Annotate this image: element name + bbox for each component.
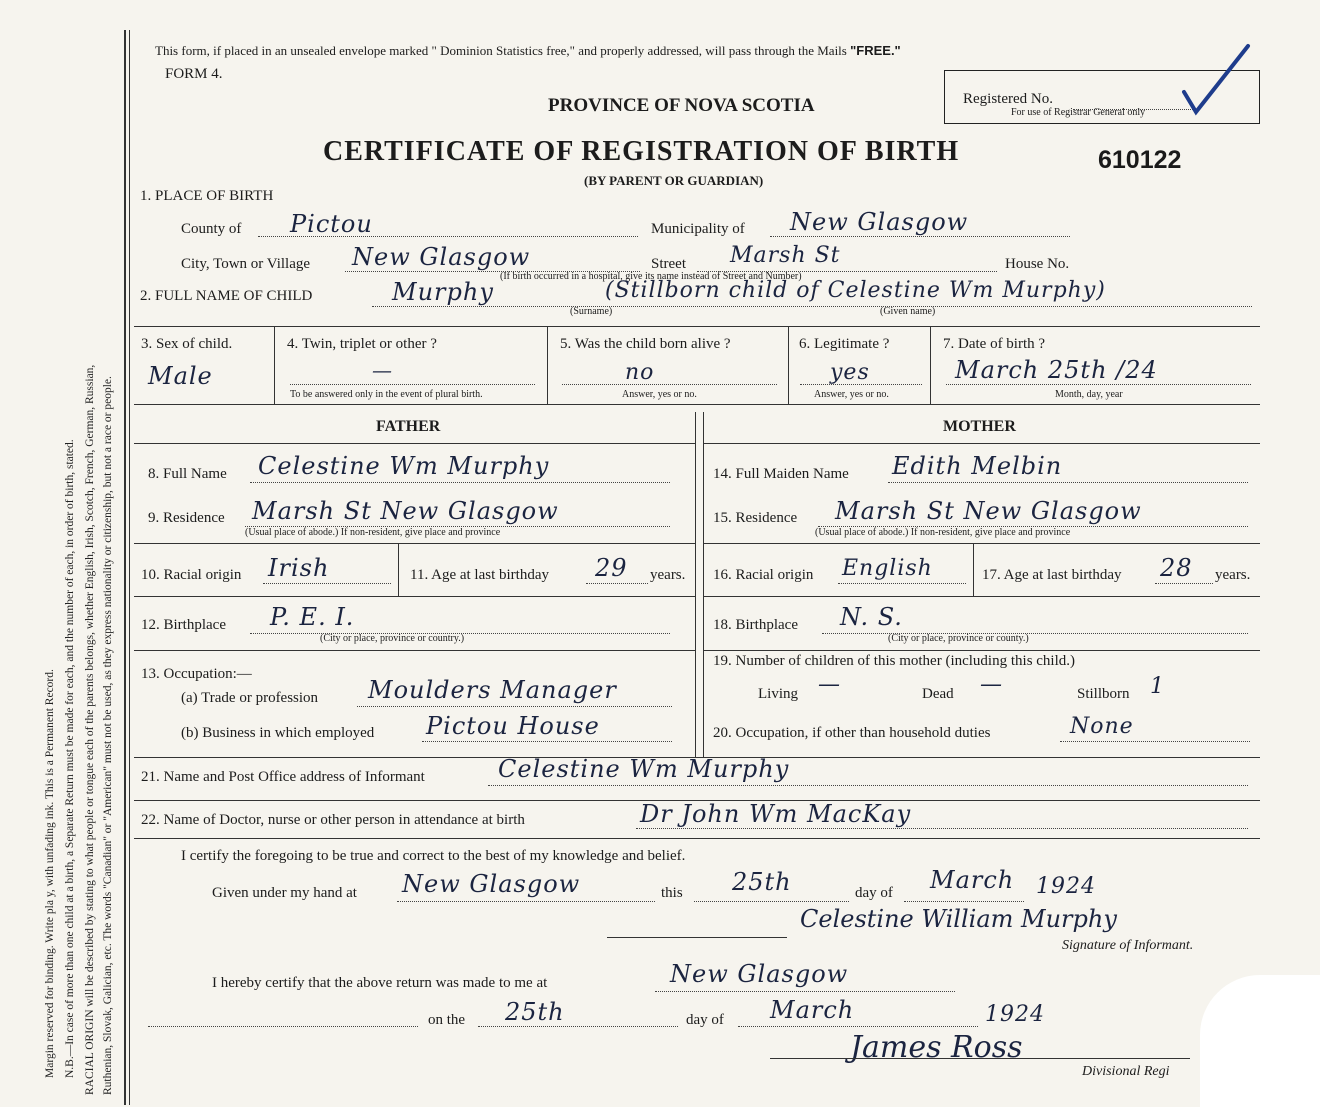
mother-birthplace-label: 18. Birthplace <box>713 617 798 633</box>
stillborn-value: 1 <box>1150 674 1165 699</box>
municipality-label: Municipality of <box>651 221 745 237</box>
informant-value: Celestine Wm Murphy <box>498 755 790 783</box>
given-place-value: New Glasgow <box>402 870 581 898</box>
mother-residence-label: 15. Residence <box>713 510 798 526</box>
dead-value: — <box>980 672 1003 697</box>
father-birthplace-note: (City or place, province or country.) <box>320 633 465 644</box>
plural-birth-note: N.B.—In case of more than one child at a birth, a Separate Return must be made for each, and the number of each, in order of birth, stated. <box>64 439 76 1078</box>
legitimate-label: 6. Legitimate ? <box>799 336 890 352</box>
hospital-note: (If birth occurred in a hospital, give its name instead of Street and Number) <box>500 271 802 282</box>
racial-origin-note-2: Ruthenian, Slovak, Galician, etc. The words "Canadian" or "American" must not be used, as they express nationality or citizenship, but not a race or people. <box>102 376 114 1095</box>
province-heading: PROVINCE OF NOVA SCOTIA <box>548 95 815 116</box>
county-value: Pictou <box>290 210 373 238</box>
born-alive-label: 5. Was the child born alive ? <box>560 336 731 352</box>
father-racial-origin-label: 10. Racial origin <box>141 567 242 583</box>
occupation-label: 13. Occupation:— <box>141 666 252 682</box>
racial-origin-note: RACIAL ORIGIN will be described by stating to what people or tongue each of the parents belongs, whether English, Irish, Scotch, French, German, Russian, <box>84 364 96 1095</box>
given-under-label: Given under my hand at <box>212 885 357 901</box>
given-day-value: 25th <box>732 868 792 896</box>
surname-caption: (Surname) <box>570 306 613 317</box>
mother-residence-note: (Usual place of abode.) If non-resident, give place and province <box>815 527 1071 538</box>
form-number: FORM 4. <box>165 66 223 82</box>
document-title: CERTIFICATE OF REGISTRATION OF BIRTH <box>323 136 960 167</box>
father-birthplace-value: P. E. I. <box>270 603 355 631</box>
sex-label: 3. Sex of child. <box>141 336 233 352</box>
registrar-month-value: March <box>770 996 855 1024</box>
margin-rule <box>124 30 126 1105</box>
place-of-birth-label: 1. PLACE OF BIRTH <box>140 188 274 204</box>
living-value: — <box>818 672 841 697</box>
child-surname: Murphy <box>392 278 494 306</box>
mother-racial-origin-value: English <box>842 556 933 581</box>
informant-label: 21. Name and Post Office address of Informant <box>141 769 425 785</box>
registrar-day-of-label: day of <box>686 1012 724 1028</box>
registrar-year-value: 1924 <box>985 1002 1045 1027</box>
legitimate-note: Answer, yes or no. <box>814 389 889 400</box>
margin-rule-inner <box>129 30 130 1105</box>
mail-notice: This form, if placed in an unsealed envelope marked " Dominion Statistics free," and properly addressed, will pass through the Mails "FREE." <box>155 43 901 58</box>
certificate-number: 610122 <box>1098 146 1182 174</box>
certify-statement: I certify the foregoing to be true and correct to the best of my knowledge and belief. <box>181 848 686 864</box>
father-name-value: Celestine Wm Murphy <box>258 452 550 480</box>
father-residence-value: Marsh St New Glasgow <box>252 497 559 525</box>
registered-label: Registered No. <box>963 91 1053 107</box>
father-heading: FATHER <box>376 418 441 435</box>
mother-occupation-value: None <box>1070 714 1134 739</box>
child-given-name: (Stillborn child of Celestine Wm Murphy) <box>605 278 1106 303</box>
registrar-signature: James Ross <box>850 1030 1023 1065</box>
legitimate-value: yes <box>830 360 870 385</box>
children-count-label: 19. Number of children of this mother (including this child.) <box>713 653 1076 669</box>
this-label: this <box>661 885 683 901</box>
mother-years-label: years. <box>1215 567 1251 583</box>
father-age-label: 11. Age at last birthday <box>410 567 549 583</box>
registrar-statement: I hereby certify that the above return was made to me at <box>212 975 548 991</box>
father-years-label: years. <box>650 567 686 583</box>
registrar-place-value: New Glasgow <box>670 960 849 988</box>
margin-note: Margin reserved for binding. Write pla y, with unfading ink. This is a Permanent Record. <box>44 669 56 1078</box>
registrar-note: For use of Registrar General only <box>1011 107 1146 118</box>
living-label: Living <box>758 686 798 702</box>
registrar-day-value: 25th <box>505 998 565 1026</box>
given-day-of-label: day of <box>855 885 893 901</box>
twin-note: To be answered only in the event of plural birth. <box>290 389 483 400</box>
father-racial-origin-value: Irish <box>268 554 330 582</box>
sex-value: Male <box>148 362 213 390</box>
father-birthplace-label: 12. Birthplace <box>141 617 226 633</box>
father-residence-note: (Usual place of abode.) If non-resident, give place and province <box>245 527 501 538</box>
doctor-label: 22. Name of Doctor, nurse or other person in attendance at birth <box>141 812 525 828</box>
mother-age-value: 28 <box>1160 554 1193 582</box>
given-month-value: March <box>930 866 1015 894</box>
municipality-value: New Glasgow <box>790 208 969 236</box>
mother-age-label: 17. Age at last birthday <box>982 567 1122 583</box>
father-age-value: 29 <box>595 554 628 582</box>
father-residence-label: 9. Residence <box>148 510 225 526</box>
dead-label: Dead <box>922 686 954 702</box>
house-number-label: House No. <box>1005 256 1070 272</box>
mother-heading: MOTHER <box>943 418 1016 435</box>
twin-value: — <box>372 358 393 382</box>
trade-label: (a) Trade or profession <box>181 690 319 706</box>
mother-name-label: 14. Full Maiden Name <box>713 466 849 482</box>
born-alive-note: Answer, yes or no. <box>622 389 697 400</box>
registrar-caption: Divisional Regi <box>1082 1064 1170 1079</box>
informant-signature: Celestine William Murphy <box>800 905 1117 933</box>
street-value: Marsh St <box>730 243 841 268</box>
mother-birthplace-value: N. S. <box>840 603 903 631</box>
child-name-label: 2. FULL NAME OF CHILD <box>140 288 313 304</box>
torn-corner <box>1200 975 1320 1107</box>
given-name-caption: (Given name) <box>880 306 936 317</box>
signature-caption: Signature of Informant. <box>1062 938 1194 953</box>
mother-birthplace-note: (City or place, province or county.) <box>888 633 1029 644</box>
on-the-label: on the <box>428 1012 466 1028</box>
born-alive-value: no <box>625 360 655 385</box>
father-name-label: 8. Full Name <box>148 466 227 482</box>
trade-value: Moulders Manager <box>368 676 617 704</box>
mother-name-value: Edith Melbin <box>892 452 1063 480</box>
document-subtitle: (BY PARENT OR GUARDIAN) <box>584 173 764 188</box>
mother-residence-value: Marsh St New Glasgow <box>835 497 1142 525</box>
date-of-birth-value: March 25th /24 <box>955 356 1158 384</box>
city-label: City, Town or Village <box>181 256 311 272</box>
date-of-birth-label: 7. Date of birth ? <box>943 336 1046 352</box>
business-value: Pictou House <box>426 712 600 740</box>
mother-racial-origin-label: 16. Racial origin <box>713 567 814 583</box>
doctor-value: Dr John Wm MacKay <box>640 800 912 828</box>
date-of-birth-note: Month, day, year <box>1055 389 1123 400</box>
twin-label: 4. Twin, triplet or other ? <box>287 336 437 352</box>
mother-occupation-label: 20. Occupation, if other than household duties <box>713 725 991 741</box>
given-year-value: 1924 <box>1036 874 1096 899</box>
stillborn-label: Stillborn <box>1077 686 1130 702</box>
street-label: Street <box>651 256 686 272</box>
city-value: New Glasgow <box>352 243 531 271</box>
business-label: (b) Business in which employed <box>181 725 375 741</box>
check-mark-icon <box>1178 42 1254 118</box>
county-label: County of <box>181 221 242 237</box>
